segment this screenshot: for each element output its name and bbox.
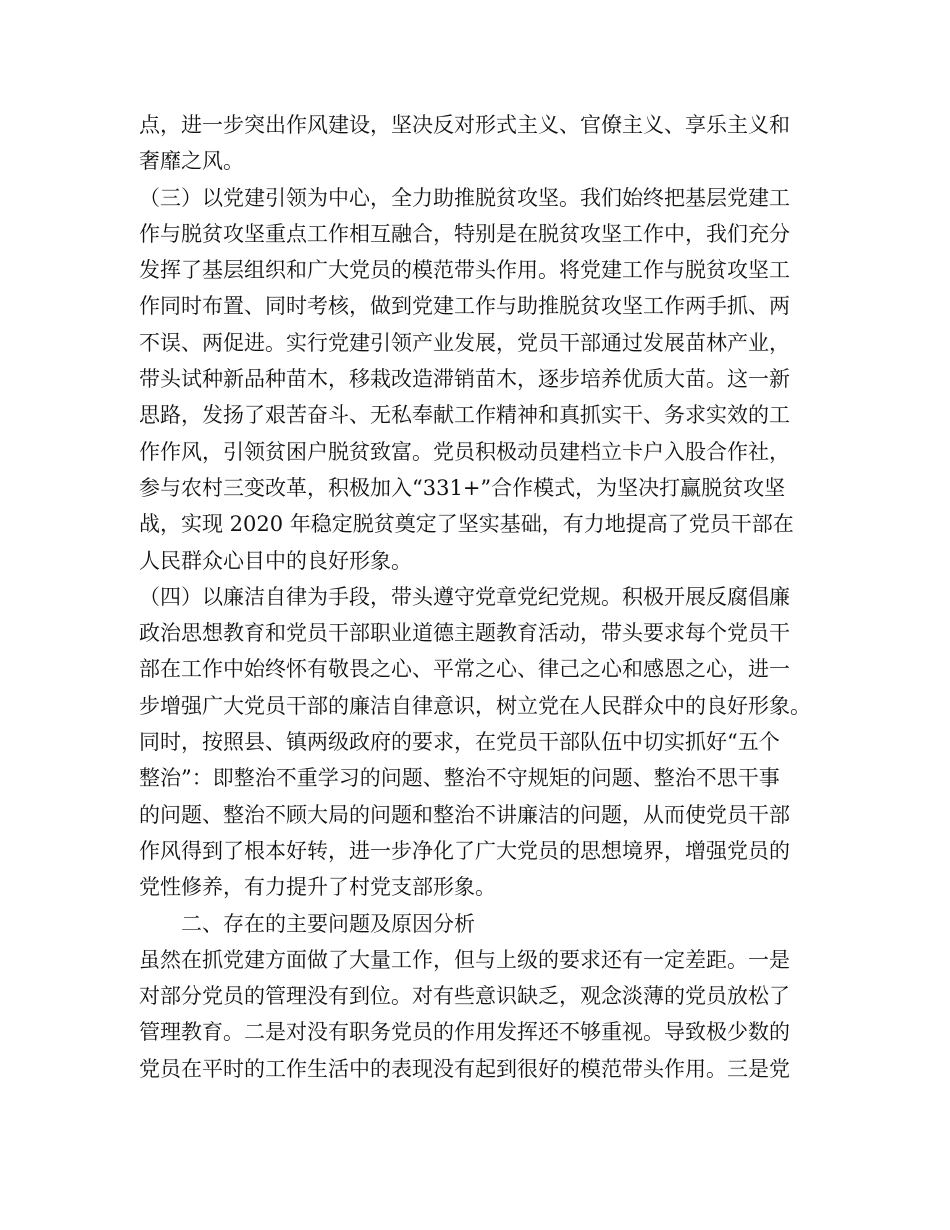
text-line: 整治”：即整治不重学习的问题、整治不守规矩的问题、整治不思干事 (139, 766, 780, 791)
text-line: 同时，按照县、镇两级政府的要求，在党员干部队伍中切实抓好“五个 (139, 730, 780, 755)
text-line: 的问题、整治不顾大局的问题和整治不讲廉洁的问题，从而使党员干部 (139, 802, 790, 827)
text-line: 政治思想教育和党员干部职业道德主题教育活动，带头要求每个党员干 (139, 621, 790, 646)
text-line: （三）以党建引领为中心，全力助推脱贫攻坚。我们始终把基层党建工 (139, 185, 790, 210)
text-line: 战，实现 2020 年稳定脱贫奠定了坚实基础，有力地提高了党员干部在 (139, 512, 794, 537)
text-line: 奢靡之风。 (139, 149, 244, 174)
text-line: 思路，发扬了艰苦奋斗、无私奉献工作精神和真抓实干、务求实效的工 (139, 403, 790, 428)
text-line: 步增强广大党员干部的廉洁自律意识，树立党在人民群众中的良好形象。 (139, 693, 811, 718)
text-line: （四）以廉洁自律为手段，带头遵守党章党纪党规。积极开展反腐倡廉 (139, 584, 790, 609)
text-line: 点，进一步突出作风建设，坚决反对形式主义、官僚主义、享乐主义和 (139, 113, 790, 137)
section-heading: 二、存在的主要问题及原因分析 (181, 911, 475, 936)
text-line: 人民群众心目中的良好形象。 (139, 548, 412, 573)
text-line: 党性修养，有力提升了村党支部形象。 (139, 875, 496, 900)
text-line: 对部分党员的管理没有到位。对有些意识缺乏，观念淡薄的党员放松了 (139, 984, 790, 1009)
document-body (139, 107, 829, 1087)
text-line: 参与农村三变改革，积极加入“331+”合作模式，为坚决打赢脱贫攻坚 (139, 475, 786, 500)
text-line: 作作风，引领贫困户脱贫致富。党员积极动员建档立卡户入股合作社， (139, 439, 790, 464)
text-line: 作与脱贫攻坚重点工作相互融合，特别是在脱贫攻坚工作中，我们充分 (139, 221, 790, 246)
text-line: 作同时布置、同时考核，做到党建工作与助推脱贫攻坚工作两手抓、两 (139, 294, 790, 319)
text-line: 发挥了基层组织和广大党员的模范带头作用。将党建工作与脱贫攻坚工 (139, 258, 790, 283)
text-line: 党员在平时的工作生活中的表现没有起到很好的模范带头作用。三是党 (139, 1056, 790, 1081)
text-line: 带头试种新品种苗木，移栽改造滞销苗木，逐步培养优质大苗。这一新 (139, 367, 790, 392)
text-line: 部在工作中始终怀有敬畏之心、平常之心、律己之心和感恩之心，进一 (139, 657, 790, 682)
text-line: 管理教育。二是对没有职务党员的作用发挥还不够重视。导致极少数的 (139, 1020, 790, 1045)
text-line: 虽然在抓党建方面做了大量工作，但与上级的要求还有一定差距。一是 (139, 947, 790, 972)
text-line: 不误、两促进。实行党建引领产业发展，党员干部通过发展苗林产业， (139, 330, 790, 355)
text-line: 作风得到了根本好转，进一步净化了广大党员的思想境界，增强党员的 (139, 838, 790, 863)
